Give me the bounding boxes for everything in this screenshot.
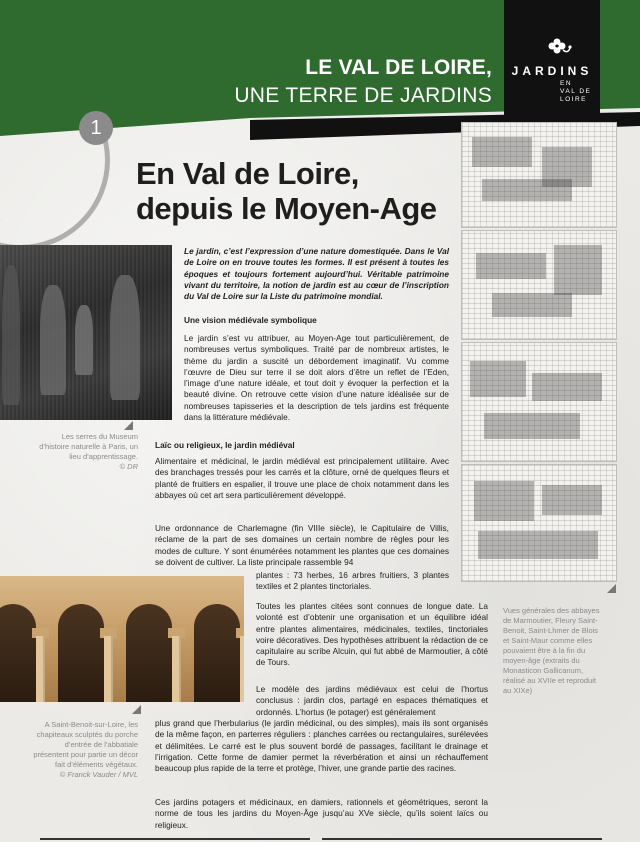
cloister-image (0, 576, 244, 702)
section1-paragraph: Le jardin s’est vu attribuer, au Moyen-Age tout particulièrement, de nombreuses vertus symboliques. Traité par de nombreux artistes, le thème du jardin a suscité un débordement imaginatif. Vu comme l’œuvre de Dieu sur terre il se doit alors d’être un reflet de l’Eden, l’image d’une nature idéale, et tout doit y évoquer la perfection et la beauté divine. On retrouve cette vision d’une nature idéalisée sur de nombreuses tapisseries et la description de tels jardins est fréquente dans la littérature médiévale. (184, 333, 449, 423)
section1-heading: Une vision médiévale symbolique (184, 315, 317, 325)
caption-corner-mark (124, 421, 133, 430)
logo-line-valde: VAL DE (560, 88, 592, 95)
tapestry-caption (30, 432, 138, 472)
caption-corner-mark (132, 705, 141, 714)
section2-paragraph1: Alimentaire et médicinal, le jardin médiéval est principalement utilitaire. Avec des branchages tressés pour les carrés et la clôture, orné de quelques fleurs et planté de fruitiers en espalier, il trouve une place de choix notamment dans les abbayes où cet art sera particulièrement développé. (155, 456, 449, 500)
article-title-line2: depuis le Moyen-Age (136, 191, 437, 226)
cloister-caption-credit: © Franck Vauder / MVL (59, 770, 138, 779)
cloister-caption-text: A Saint-Benoit-sur-Loire, les chapiteaux sculptés du porche d’entrée de l’abbatiale présentent pour partie un décor fait d’éléments végétaux. (33, 720, 138, 769)
footer-rule-left (40, 838, 310, 840)
section2-paragraph2: Une ordonnance de Charlemagne (fin VIIIe siècle), le Capitulaire de Villis, réclame de la part de ses domaines un certain nombre de règles pour les modes de culture. Y sont énumérées notamment les plantes que ces domaines se doivent de cultiver. La liste principale rassemble 94 (155, 523, 449, 567)
abbey-plan-image-3 (461, 342, 617, 462)
plans-caption: Vues générales des abbayes de Marmoutier, Fleury Saint-Benoit, Saint-Lhmer de Blois et Saint-Maur comme elles pouvaient être à la fin du moyen-âge (extraits du Monasticon Gallicanum, réalisé au XVIIe et reproduit au XIXe) (503, 606, 600, 695)
section2-paragraph4-continued: plus grand que l’herbularius (le jardin médicinal, ou des simples), mais ils sont organisés de la même façon, en parterres réguliers : planches carrées ou rectangulaires, surélevées et délimitées. Le carré est le plus souvent bordé de passages, facilitant le drainage et l’irrigation. Cette forme de damier permet la réverbération et ainsi un réchauffement beaucoup plus rapide de la terre et protège, l’hiver, une grande partie des racines. (155, 718, 488, 774)
tapestry-caption-credit: © DR (119, 462, 138, 471)
abbey-plan-image-2 (461, 230, 617, 340)
article-title-line1: En Val de Loire, (136, 156, 359, 191)
section2-paragraph4: Le modèle des jardins médiévaux est celui de l’hortus conclusus : jardin clos, partagé en espaces thématiques et ordonnés. L’hortus (le potager) est généralement (256, 684, 488, 717)
logo-wordmark: JARDINS (511, 64, 593, 78)
section2-paragraph2-continued: plantes : 73 herbes, 16 arbres fruitiers, 3 plantes textiles et 2 plantes tinctoriales. (256, 570, 449, 592)
logo-line-loire: LOIRE (560, 96, 588, 103)
intro-paragraph: Le jardin, c’est l’expression d’une nature domestiquée. Dans le Val de Loire on en trouve toutes les formes. Il est présent à toutes les époques et toujours fortement aujourd’hui. Véritable patrimoine vivant du territoire, la notion de jardin est au cœur de l’inscription du Val de Loire sur la Liste du patrimoine mondial. (184, 246, 449, 302)
section2-paragraph3: Toutes les plantes citées sont connues de longue date. La volonté est d’obtenir une organisation et un équilibre idéal entre plantes alimentaires, médicinales, textiles, tinctoriales voire décoratives. Des hypothèses attribuent la rédaction de ce capitulaire au scribe Alcuin, qui fut abbé de Marmoutier, à côté de Tours. (256, 601, 488, 668)
section2-paragraph5: Ces jardins potagers et médicinaux, en damiers, rationnels et géométriques, seront la norme de tous les jardins du Moyen-Âge jusqu’au XVe siècle, qu’ils soient laïcs ou religieux. (155, 797, 488, 830)
article-title (136, 156, 466, 226)
tapestry-caption-text: Les serres du Museum d’histoire naturelle à Paris, un lieu d’apprentissage. (39, 432, 138, 461)
chapter-number-badge: 1 (79, 111, 113, 145)
caption-corner-mark (607, 584, 616, 593)
cloister-caption (30, 720, 138, 780)
jardins-logo (504, 0, 600, 124)
flower-logo-icon (540, 32, 580, 62)
logo-line-en: EN (560, 80, 573, 87)
abbey-plan-image-4 (461, 464, 617, 582)
abbey-plan-image-1 (461, 122, 617, 228)
header-title-line1: LE VAL DE LOIRE, (305, 56, 492, 79)
tapestry-image (0, 245, 172, 420)
header-title-line2: UNE TERRE DE JARDINS (234, 84, 492, 107)
footer-rule-right (322, 838, 602, 840)
section2-heading: Laïc ou religieux, le jardin médiéval (155, 440, 295, 450)
